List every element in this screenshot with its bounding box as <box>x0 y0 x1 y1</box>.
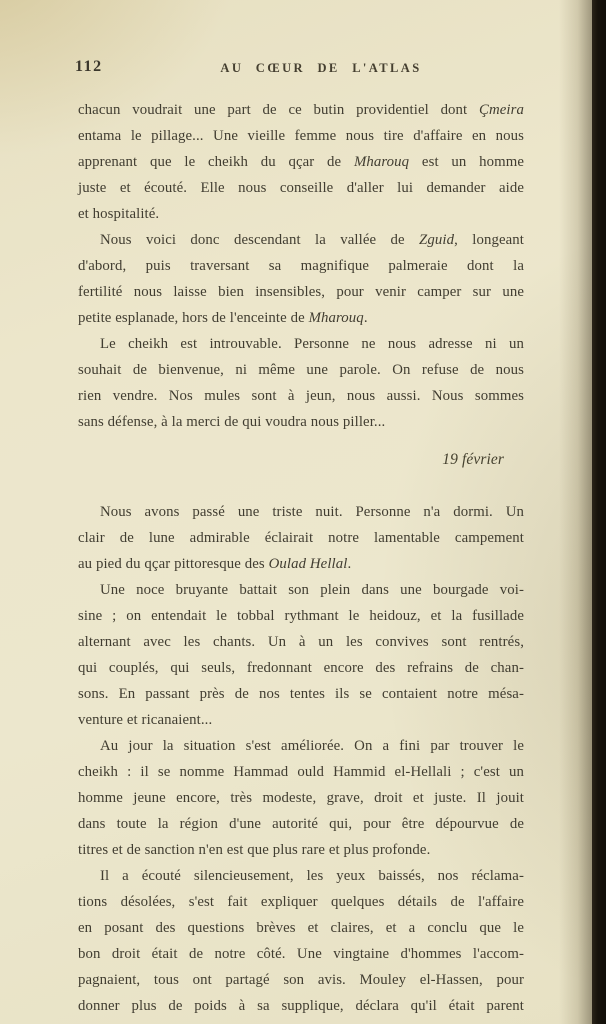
text-line: entama le pillage... Une vieille femme nous tire d'affaire en nous <box>78 128 524 144</box>
text-line: Le cheikh est introuvable. Personne ne nous adresse ni un <box>100 336 524 352</box>
page-content <box>75 58 524 1019</box>
text-line: et hospitalité. <box>78 206 160 222</box>
text-line: chacun voudrait une part de ce butin providentiel dont Çmeira <box>78 102 524 118</box>
text-line: souhait de bienvenue, ni même une parole. On refuse de nous <box>78 362 524 378</box>
text-line: cheikh : il se nomme Hammad ould Hammid el-Hellali ; c'est un <box>78 764 524 780</box>
text-line: pagnaient, tous ont partagé son avis. Mouley el-Hassen, pour <box>78 972 524 988</box>
text-line: juste et écouté. Elle nous conseille d'aller lui demander aide <box>78 180 524 196</box>
text-line: homme jeune encore, très modeste, grave, droit et juste. Il jouit <box>78 790 524 806</box>
text-line: en posant des questions brèves et claires, et a conclu que le <box>78 920 524 936</box>
text-line: titres et de sanction n'en est que plus rare et plus profonde. <box>78 842 431 858</box>
text-line: Au jour la situation s'est améliorée. On a fini par trouver le <box>100 738 524 754</box>
text-line: dans toute la région d'une autorité qui, pour être dépourvue de <box>78 816 524 832</box>
text-line: tions désolées, s'est fait expliquer quelques détails de l'affaire <box>78 894 524 910</box>
text-line: Nous avons passé une triste nuit. Personne n'a dormi. Un <box>100 504 524 520</box>
text-line: apprenant que le cheikh du qçar de Mharouq est un homme <box>78 154 524 170</box>
paragraph <box>78 499 524 577</box>
paragraph <box>78 733 524 863</box>
text-line: sine ; on entendait le tobbal rythmant le heidouz, et la fusillade <box>78 608 524 624</box>
text-line: Une noce bruyante battait son plein dans une bourgade voi- <box>100 582 524 598</box>
text-line: bon droit était de notre côté. Une vingtaine d'hommes l'accom- <box>78 946 524 962</box>
date-heading: 19 février <box>442 451 504 468</box>
paragraph <box>78 227 524 331</box>
text-line: clair de lune admirable éclairait notre lamentable campement <box>78 530 524 546</box>
text-line: petite esplanade, hors de l'enceinte de Mharouq. <box>78 310 368 326</box>
text-line: qui couplés, qui seuls, fredonnant encore des refrains de chan- <box>78 660 524 676</box>
paragraph <box>78 97 524 227</box>
text-line: rien vendre. Nos mules sont à jeun, nous aussi. Nous sommes <box>78 388 524 404</box>
text-line: d'abord, puis traversant sa magnifique palmeraie dont la <box>78 258 524 274</box>
text-line: donner plus de poids à sa supplique, déclara qu'il était parent <box>78 998 524 1014</box>
text-line: alternant avec les chants. Un à un les convives sont rentrés, <box>78 634 524 650</box>
paragraph <box>78 863 524 1019</box>
scan-right-edge <box>592 0 606 1024</box>
page-header <box>75 58 524 76</box>
text-line: venture et ricanaient... <box>78 712 213 728</box>
text-line: Nous voici donc descendant la vallée de Zguid, longeant <box>100 232 524 248</box>
page-number: 112 <box>75 58 103 75</box>
text-flow <box>78 97 524 1019</box>
running-title: AU CŒUR DE L'ATLAS <box>220 61 422 75</box>
paragraph <box>78 577 524 733</box>
text-line: sans défense, à la merci de qui voudra nous piller... <box>78 414 386 430</box>
text-line: fertilité nous laisse bien insensibles, pour venir camper sur une <box>78 284 524 300</box>
text-line: Il a écouté silencieusement, les yeux baissés, nos réclama- <box>100 868 524 884</box>
text-line: sons. En passant près de nos tentes ils se contaient notre mésa- <box>78 686 524 702</box>
page-edge-shadow <box>559 0 593 1024</box>
text-line: au pied du qçar pittoresque des Oulad Hellal. <box>78 556 352 572</box>
paragraph <box>78 331 524 435</box>
